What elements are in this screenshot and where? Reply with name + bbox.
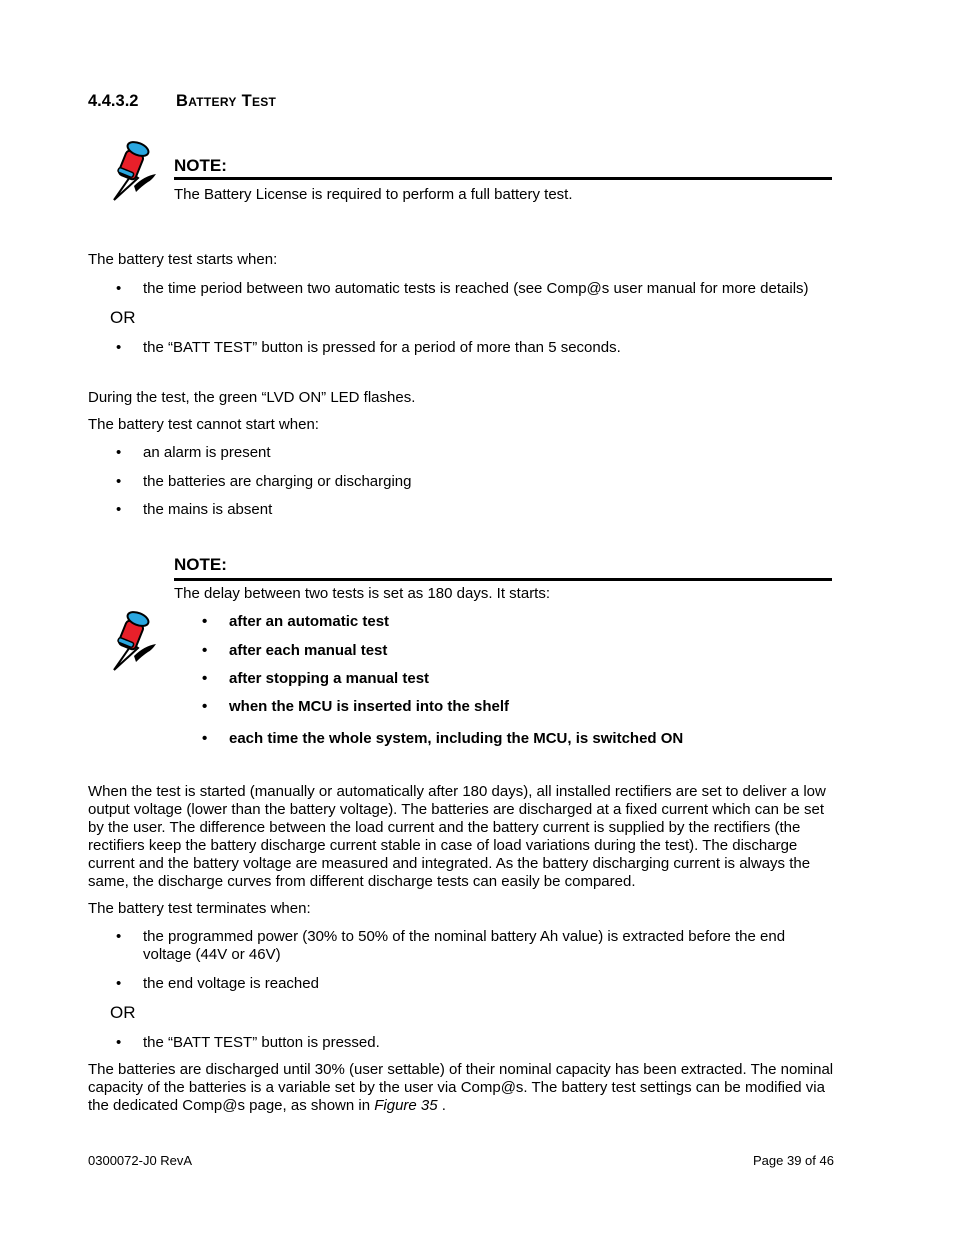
paragraph-line: The batteries are discharged until 30% (user settable) of their nominal capacity has been extracted. The nominal	[88, 1061, 834, 1078]
bullet-dot: •	[116, 928, 122, 945]
list-item-text: the end voltage is reached	[143, 975, 319, 992]
note2-label: NOTE:	[174, 555, 227, 574]
note1-rule	[174, 177, 832, 180]
section-heading	[88, 92, 276, 111]
bullet-dot: •	[116, 280, 122, 297]
bullet-dot: •	[116, 339, 122, 356]
cannot-start-intro: The battery test cannot start when:	[88, 416, 319, 433]
list-item-text: after an automatic test	[229, 613, 390, 630]
paragraph-text: the dedicated Comp@s page, as shown in	[88, 1097, 375, 1114]
paragraph-line: same, the discharge curves from different discharge tests can easily be compared.	[88, 873, 636, 890]
list-item-text: an alarm is present	[143, 444, 271, 461]
list-item	[116, 928, 836, 964]
or-separator: OR	[110, 1003, 136, 1022]
note1-label: NOTE:	[174, 156, 227, 175]
bullet-dot: •	[202, 730, 208, 747]
footer-page-number: Page 39 of 46	[753, 1153, 834, 1168]
list-item-text: the “BATT TEST” button is pressed for a period of more than 5 seconds.	[143, 339, 621, 356]
terminates-intro: The battery test terminates when:	[88, 900, 311, 917]
section-number: 4.4.3.2	[88, 92, 139, 110]
or-separator: OR	[110, 308, 136, 327]
list-item-text: when the MCU is inserted into the shelf	[229, 698, 510, 715]
bullet-dot: •	[202, 670, 208, 687]
list-item-text: the batteries are charging or discharging	[143, 473, 412, 490]
bullet-dot: •	[116, 1034, 122, 1051]
list-item-text: each time the whole system, including the MCU, is switched ON	[229, 730, 684, 747]
list-item-text: after each manual test	[229, 642, 388, 659]
bullet-dot: •	[202, 613, 208, 630]
paragraph-line	[88, 1097, 878, 1115]
main-paragraph	[88, 783, 878, 891]
bullet-dot: •	[116, 444, 122, 461]
bullet-dot: •	[116, 473, 122, 490]
figure-reference: Figure 35	[374, 1097, 438, 1114]
list-item-text: the mains is absent	[143, 501, 273, 518]
footer-doc-id: 0300072-J0 RevA	[88, 1153, 193, 1168]
paragraph-line: rectifiers keep the battery discharge current stable in case of load variations during the test). The discharge	[88, 837, 798, 854]
note2-rule	[174, 578, 832, 581]
starts-when-intro: The battery test starts when:	[88, 251, 278, 268]
list-item-text: the “BATT TEST” button is pressed.	[143, 1034, 380, 1051]
paragraph-text: .	[437, 1097, 446, 1114]
paragraph-line: by the user. The difference between the load current and the battery current is supplied by the rectifiers (the	[88, 819, 801, 836]
list-item-line: the programmed power (30% to 50% of the nominal battery Ah value) is extracted before the end	[143, 928, 786, 945]
bullet-dot: •	[202, 698, 208, 715]
paragraph-line: capacity of the batteries is a variable set by the user via Comp@s. The battery test settings can be modified via	[88, 1079, 825, 1096]
bullet-dot: •	[116, 975, 122, 992]
list-item-text: after stopping a manual test	[229, 670, 430, 687]
list-item-text	[143, 928, 785, 964]
paragraph-line: When the test is started (manually or automatically after 180 days), all installed rectifiers are set to deliver a low	[88, 783, 826, 800]
list-item-text: the time period between two automatic tests is reached (see Comp@s user manual for more details)	[143, 280, 809, 297]
bullet-dot: •	[116, 501, 122, 518]
section-title: Battery Test	[176, 92, 277, 110]
final-paragraph	[88, 1061, 878, 1115]
pushpin-icon	[108, 140, 160, 206]
pushpin-icon	[108, 610, 160, 676]
paragraph-line: output voltage (lower than the battery voltage). The batteries are discharged at a fixed current which can be set	[88, 801, 824, 818]
bullet-dot: •	[202, 642, 208, 659]
note1-text: The Battery License is required to perform a full battery test.	[174, 186, 573, 203]
paragraph-line: current and the battery voltage are measured and integrated. As the battery discharging current is always the	[88, 855, 811, 872]
during-test-text: During the test, the green “LVD ON” LED flashes.	[88, 389, 416, 406]
list-item-line: voltage (44V or 46V)	[143, 946, 281, 963]
note2-text: The delay between two tests is set as 180 days. It starts:	[174, 585, 551, 602]
